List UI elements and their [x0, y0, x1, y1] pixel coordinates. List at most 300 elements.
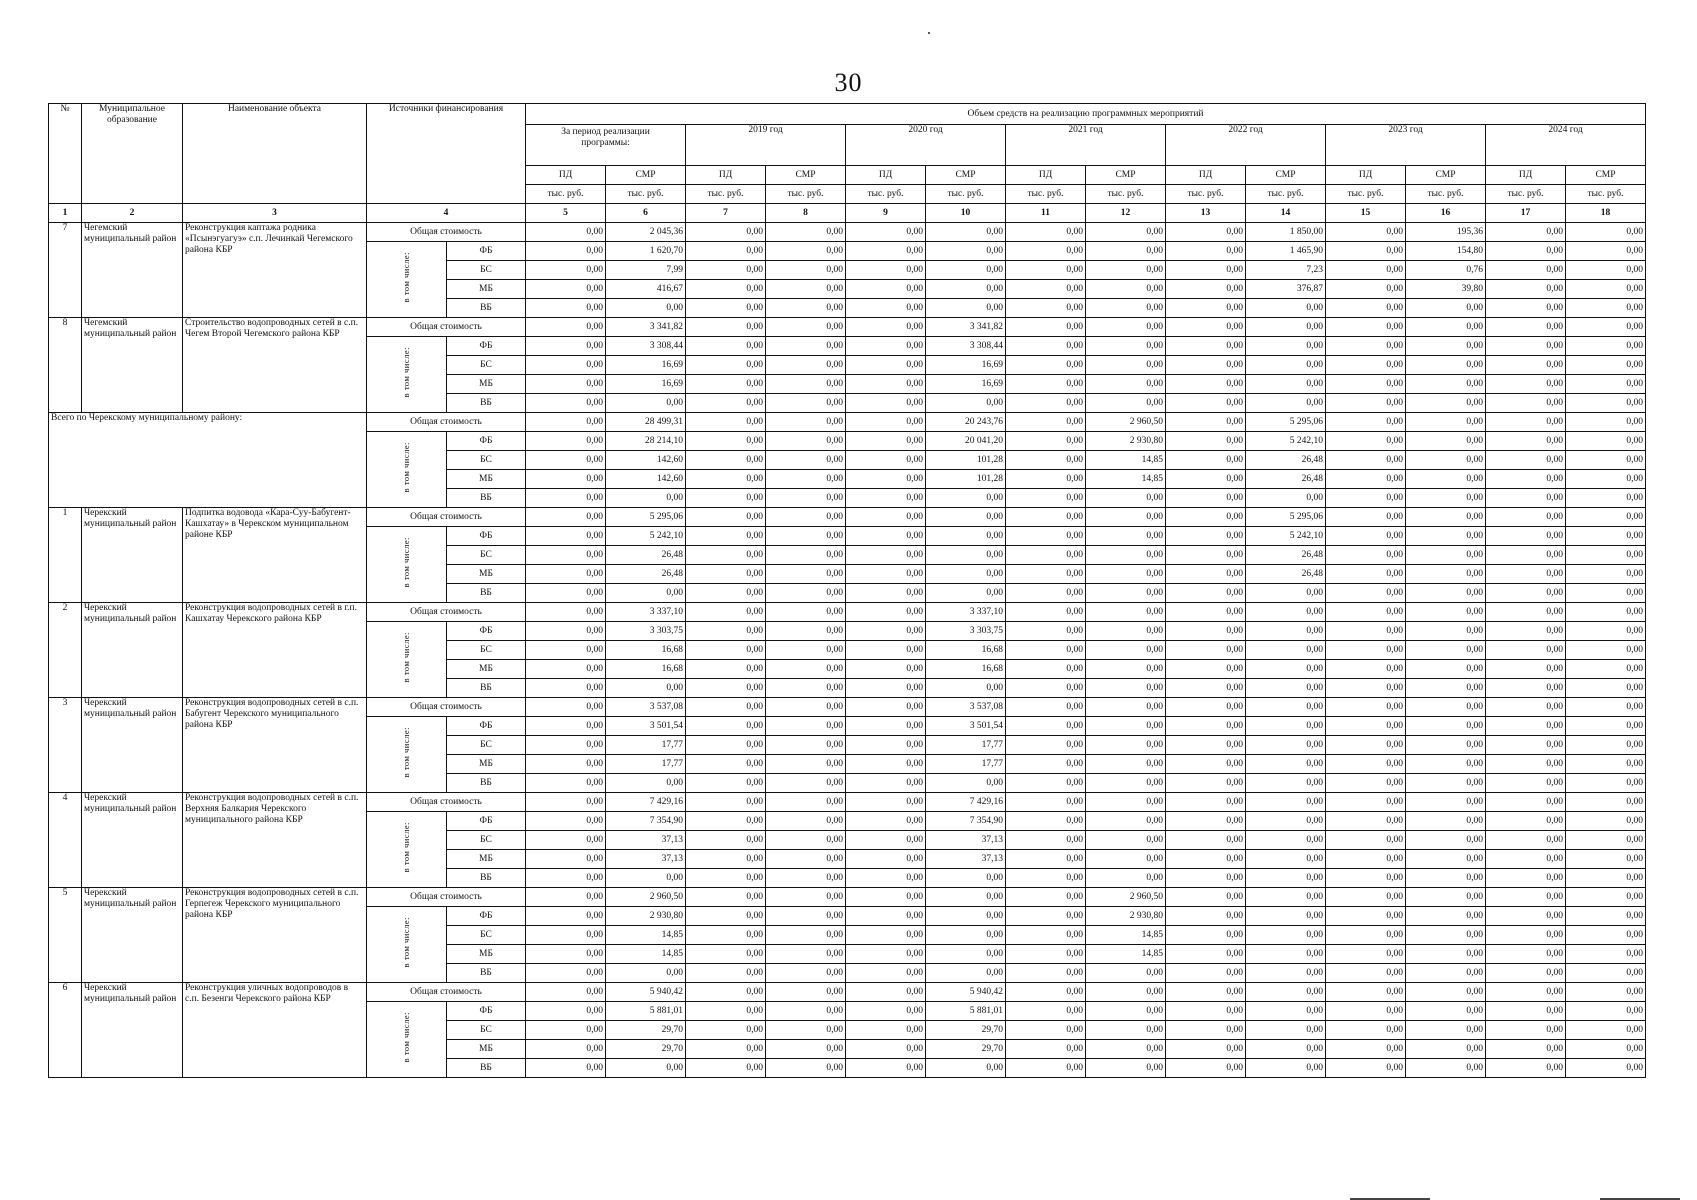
- value-cell: 0,00: [526, 1021, 606, 1040]
- value-cell: 0,00: [686, 223, 766, 242]
- project-object-name: Реконструкция водопроводных сетей в г.п. Кашхатау Черекского района КБР: [183, 603, 367, 698]
- value-cell: 0,00: [1326, 964, 1406, 983]
- value-cell: 0,00: [1006, 717, 1086, 736]
- column-number: 11: [1006, 204, 1086, 223]
- value-cell: 0,00: [846, 1040, 926, 1059]
- value-cell: 0,00: [1166, 1002, 1246, 1021]
- value-cell: 0,00: [766, 774, 846, 793]
- value-cell: 16,69: [926, 356, 1006, 375]
- value-cell: 0,00: [686, 1021, 766, 1040]
- value-cell: 0,00: [926, 888, 1006, 907]
- value-cell: 0,00: [1166, 375, 1246, 394]
- value-cell: 0,00: [1166, 318, 1246, 337]
- value-cell: 0,00: [1086, 1021, 1166, 1040]
- value-cell: 0,00: [1086, 717, 1166, 736]
- value-cell: 0,00: [846, 774, 926, 793]
- value-cell: 0,00: [1566, 546, 1646, 565]
- header-unit: тыс. руб.: [926, 185, 1006, 204]
- value-cell: 0,00: [846, 261, 926, 280]
- value-cell: 0,00: [1086, 603, 1166, 622]
- value-cell: 0,00: [1246, 717, 1326, 736]
- value-cell: 0,00: [1326, 1002, 1406, 1021]
- value-cell: 0,00: [686, 831, 766, 850]
- header-unit: тыс. руб.: [1246, 185, 1326, 204]
- source-label: БС: [447, 356, 526, 375]
- source-label: МБ: [447, 850, 526, 869]
- value-cell: 0,00: [926, 223, 1006, 242]
- value-cell: 0,00: [926, 869, 1006, 888]
- value-cell: 0,00: [606, 1059, 686, 1078]
- value-cell: 0,00: [686, 869, 766, 888]
- value-cell: 0,00: [1166, 736, 1246, 755]
- value-cell: 0,00: [1006, 470, 1086, 489]
- value-cell: 0,00: [766, 793, 846, 812]
- value-cell: 0,00: [1086, 793, 1166, 812]
- value-cell: 0,00: [766, 850, 846, 869]
- value-cell: 0,00: [1326, 584, 1406, 603]
- value-cell: 0,00: [1166, 1040, 1246, 1059]
- value-cell: 0,00: [1486, 527, 1566, 546]
- value-cell: 28 214,10: [606, 432, 686, 451]
- value-cell: 0,00: [1166, 983, 1246, 1002]
- value-cell: 0,00: [1006, 603, 1086, 622]
- value-cell: 0,00: [686, 318, 766, 337]
- value-cell: 0,00: [1006, 793, 1086, 812]
- value-cell: 0,00: [846, 508, 926, 527]
- value-cell: 0,00: [1566, 964, 1646, 983]
- value-cell: 0,00: [766, 394, 846, 413]
- value-cell: 0,00: [1006, 1021, 1086, 1040]
- value-cell: 0,00: [846, 337, 926, 356]
- value-cell: 0,00: [1326, 888, 1406, 907]
- value-cell: 0,00: [1566, 223, 1646, 242]
- value-cell: 0,00: [1166, 527, 1246, 546]
- value-cell: 0,00: [686, 717, 766, 736]
- value-cell: 0,00: [686, 546, 766, 565]
- value-cell: 0,00: [766, 565, 846, 584]
- value-cell: 0,00: [1406, 603, 1486, 622]
- value-cell: 0,00: [1406, 888, 1486, 907]
- value-cell: 0,00: [766, 869, 846, 888]
- value-cell: 0,00: [1406, 660, 1486, 679]
- value-cell: 0,00: [1166, 489, 1246, 508]
- total-cost-label: Общая стоимость: [367, 413, 526, 432]
- value-cell: 0,00: [1086, 1040, 1166, 1059]
- value-cell: 20 041,20: [926, 432, 1006, 451]
- value-cell: 0,00: [1166, 356, 1246, 375]
- column-number: 1: [49, 204, 82, 223]
- header-volume: Объем средств на реализацию программных мероприятий: [526, 104, 1646, 125]
- value-cell: 0,00: [1086, 223, 1166, 242]
- value-cell: 0,00: [1006, 831, 1086, 850]
- scan-speck: [928, 32, 930, 34]
- value-cell: 0,00: [766, 337, 846, 356]
- value-cell: 0,00: [766, 489, 846, 508]
- value-cell: 0,00: [926, 394, 1006, 413]
- value-cell: 0,00: [1406, 755, 1486, 774]
- source-label: БС: [447, 261, 526, 280]
- value-cell: 0,00: [686, 527, 766, 546]
- value-cell: 0,00: [686, 337, 766, 356]
- value-cell: 2 930,80: [1086, 432, 1166, 451]
- value-cell: 0,00: [1326, 261, 1406, 280]
- value-cell: 0,00: [1006, 679, 1086, 698]
- total-cost-label: Общая стоимость: [367, 983, 526, 1002]
- value-cell: 0,00: [1486, 432, 1566, 451]
- value-cell: 0,00: [1406, 622, 1486, 641]
- block-total-row: [49, 318, 1646, 337]
- value-cell: 0,00: [1486, 812, 1566, 831]
- source-label: ФБ: [447, 1002, 526, 1021]
- value-cell: 0,00: [1486, 869, 1566, 888]
- project-object-name: Реконструкция каптажа родника «Псынэгуагуэ» с.п. Лечинкай Чегемского района КБР: [183, 223, 367, 318]
- value-cell: 0,00: [1086, 812, 1166, 831]
- value-cell: 0,00: [766, 622, 846, 641]
- value-cell: 0,00: [1566, 565, 1646, 584]
- value-cell: 16,68: [926, 641, 1006, 660]
- value-cell: 0,00: [1006, 508, 1086, 527]
- block-total-row: [49, 983, 1646, 1002]
- value-cell: 0,00: [526, 888, 606, 907]
- source-label: ФБ: [447, 717, 526, 736]
- value-cell: 0,00: [1166, 565, 1246, 584]
- value-cell: 0,00: [1406, 679, 1486, 698]
- value-cell: 5 242,10: [1246, 432, 1326, 451]
- value-cell: 0,00: [1326, 907, 1406, 926]
- value-cell: 0,00: [686, 508, 766, 527]
- value-cell: 0,00: [1086, 489, 1166, 508]
- value-cell: 0,00: [926, 527, 1006, 546]
- value-cell: 0,00: [1406, 907, 1486, 926]
- source-label: ФБ: [447, 242, 526, 261]
- value-cell: 0,00: [686, 356, 766, 375]
- value-cell: 0,00: [846, 546, 926, 565]
- value-cell: 0,00: [1566, 926, 1646, 945]
- incl-label: [367, 432, 447, 508]
- value-cell: 0,00: [1166, 451, 1246, 470]
- value-cell: 0,00: [1406, 318, 1486, 337]
- value-cell: 0,00: [766, 584, 846, 603]
- source-label: ФБ: [447, 812, 526, 831]
- value-cell: 3 337,10: [606, 603, 686, 622]
- value-cell: 0,00: [1166, 812, 1246, 831]
- value-cell: 0,00: [1326, 869, 1406, 888]
- value-cell: 39,80: [1406, 280, 1486, 299]
- value-cell: 16,69: [606, 356, 686, 375]
- value-cell: 0,00: [1566, 869, 1646, 888]
- value-cell: 0,00: [1166, 432, 1246, 451]
- value-cell: 0,00: [1246, 964, 1326, 983]
- value-cell: 0,00: [1486, 717, 1566, 736]
- value-cell: 0,00: [1246, 337, 1326, 356]
- value-cell: 0,00: [926, 242, 1006, 261]
- value-cell: 0,00: [1246, 603, 1326, 622]
- value-cell: 0,00: [1006, 337, 1086, 356]
- value-cell: 0,00: [766, 717, 846, 736]
- value-cell: 0,00: [766, 1059, 846, 1078]
- value-cell: 0,00: [1006, 375, 1086, 394]
- source-label: МБ: [447, 1040, 526, 1059]
- header-year-2019: 2019 год: [686, 125, 846, 166]
- value-cell: 37,13: [926, 850, 1006, 869]
- value-cell: 5 881,01: [606, 1002, 686, 1021]
- value-cell: 0,00: [1006, 850, 1086, 869]
- value-cell: 0,00: [1246, 869, 1326, 888]
- value-cell: 0,00: [1006, 641, 1086, 660]
- column-number: 13: [1166, 204, 1246, 223]
- value-cell: 0,00: [766, 1021, 846, 1040]
- value-cell: 0,00: [1166, 793, 1246, 812]
- value-cell: 0,00: [526, 394, 606, 413]
- value-cell: 0,00: [1006, 299, 1086, 318]
- value-cell: 0,00: [1566, 603, 1646, 622]
- value-cell: 0,00: [926, 679, 1006, 698]
- value-cell: 0,00: [1086, 622, 1166, 641]
- value-cell: 0,00: [1326, 603, 1406, 622]
- value-cell: 0,00: [1406, 774, 1486, 793]
- header-unit: тыс. руб.: [1006, 185, 1086, 204]
- value-cell: 0,00: [526, 869, 606, 888]
- total-cost-label: Общая стоимость: [367, 318, 526, 337]
- value-cell: 0,00: [846, 660, 926, 679]
- value-cell: 0,00: [526, 1002, 606, 1021]
- header-unit: тыс. руб.: [686, 185, 766, 204]
- value-cell: 0,00: [1486, 926, 1566, 945]
- value-cell: 0,00: [1406, 432, 1486, 451]
- value-cell: 0,00: [846, 223, 926, 242]
- value-cell: 0,00: [1326, 945, 1406, 964]
- source-label: БС: [447, 546, 526, 565]
- value-cell: 0,00: [1166, 280, 1246, 299]
- value-cell: 0,00: [766, 812, 846, 831]
- value-cell: 0,00: [846, 850, 926, 869]
- value-cell: 0,00: [686, 964, 766, 983]
- value-cell: 0,00: [1406, 394, 1486, 413]
- value-cell: 0,00: [1166, 1021, 1246, 1040]
- value-cell: 0,00: [1326, 1040, 1406, 1059]
- value-cell: 0,00: [846, 926, 926, 945]
- project-municipality: Черекский муниципальный район: [82, 793, 183, 888]
- value-cell: 0,00: [1246, 641, 1326, 660]
- value-cell: 0,00: [766, 755, 846, 774]
- value-cell: 0,00: [1006, 394, 1086, 413]
- header-unit: тыс. руб.: [606, 185, 686, 204]
- value-cell: 17,77: [606, 736, 686, 755]
- value-cell: 14,85: [606, 926, 686, 945]
- value-cell: 0,00: [686, 565, 766, 584]
- source-label: ВБ: [447, 489, 526, 508]
- value-cell: 0,00: [686, 983, 766, 1002]
- column-number: 12: [1086, 204, 1166, 223]
- project-municipality: Черекский муниципальный район: [82, 603, 183, 698]
- source-label: БС: [447, 451, 526, 470]
- value-cell: 0,00: [1246, 812, 1326, 831]
- column-number: 8: [766, 204, 846, 223]
- value-cell: 0,00: [846, 945, 926, 964]
- value-cell: 3 341,82: [606, 318, 686, 337]
- value-cell: 195,36: [1406, 223, 1486, 242]
- value-cell: 0,00: [766, 679, 846, 698]
- value-cell: 0,00: [1486, 622, 1566, 641]
- block-total-row: [49, 888, 1646, 907]
- value-cell: 0,00: [1086, 508, 1166, 527]
- value-cell: 0,00: [1406, 736, 1486, 755]
- value-cell: 17,77: [606, 755, 686, 774]
- value-cell: 0,00: [1406, 812, 1486, 831]
- value-cell: 0,00: [526, 565, 606, 584]
- value-cell: 0,00: [766, 299, 846, 318]
- value-cell: 0,00: [1166, 394, 1246, 413]
- value-cell: 0,00: [1326, 831, 1406, 850]
- source-label: ВБ: [447, 964, 526, 983]
- value-cell: 0,00: [1246, 1002, 1326, 1021]
- value-cell: 0,00: [1326, 717, 1406, 736]
- value-cell: 0,00: [1326, 622, 1406, 641]
- value-cell: 0,00: [1006, 413, 1086, 432]
- project-municipality: Черекский муниципальный район: [82, 698, 183, 793]
- value-cell: 0,00: [1166, 603, 1246, 622]
- value-cell: 0,00: [1566, 679, 1646, 698]
- value-cell: 0,00: [1006, 907, 1086, 926]
- value-cell: 0,00: [1246, 318, 1326, 337]
- value-cell: 0,00: [526, 318, 606, 337]
- project-object-name: Реконструкция водопроводных сетей в с.п. Бабугент Черекского муниципального района КБР: [183, 698, 367, 793]
- value-cell: 0,00: [766, 831, 846, 850]
- value-cell: 416,67: [606, 280, 686, 299]
- value-cell: 0,00: [526, 622, 606, 641]
- value-cell: 37,13: [926, 831, 1006, 850]
- project-object-name: Реконструкция водопроводных сетей в с.п. Герпегеж Черекского муниципального района КБР: [183, 888, 367, 983]
- value-cell: 0,00: [926, 565, 1006, 584]
- value-cell: 0,00: [1086, 394, 1166, 413]
- value-cell: 0,00: [526, 1040, 606, 1059]
- value-cell: 0,00: [1566, 812, 1646, 831]
- header-row-column-numbers: [49, 204, 1646, 223]
- value-cell: 0,00: [1086, 299, 1166, 318]
- value-cell: 0,00: [766, 546, 846, 565]
- value-cell: 0,00: [1006, 774, 1086, 793]
- column-number: 3: [183, 204, 367, 223]
- value-cell: 0,00: [1166, 470, 1246, 489]
- value-cell: 0,00: [1006, 527, 1086, 546]
- project-object-name: Подпитка водовода «Кара-Суу-Бабугент-Кашхатау» в Черекском муниципальном районе КБР: [183, 508, 367, 603]
- header-unit: тыс. руб.: [1486, 185, 1566, 204]
- value-cell: 0,00: [686, 698, 766, 717]
- value-cell: 0,00: [1486, 546, 1566, 565]
- value-cell: 7 354,90: [926, 812, 1006, 831]
- value-cell: 0,00: [1486, 565, 1566, 584]
- value-cell: 142,60: [606, 451, 686, 470]
- value-cell: 0,00: [1566, 755, 1646, 774]
- header-num: №: [49, 104, 82, 204]
- value-cell: 0,00: [1006, 451, 1086, 470]
- value-cell: 0,00: [526, 983, 606, 1002]
- value-cell: 0,00: [1006, 926, 1086, 945]
- column-number: 16: [1406, 204, 1486, 223]
- value-cell: 0,00: [766, 907, 846, 926]
- value-cell: 0,00: [526, 470, 606, 489]
- value-cell: 7 429,16: [606, 793, 686, 812]
- value-cell: 0,00: [526, 964, 606, 983]
- value-cell: 0,00: [1566, 451, 1646, 470]
- source-label: ФБ: [447, 622, 526, 641]
- value-cell: 0,00: [1326, 299, 1406, 318]
- value-cell: 0,00: [846, 888, 926, 907]
- value-cell: 0,00: [846, 622, 926, 641]
- value-cell: 29,70: [926, 1040, 1006, 1059]
- value-cell: 0,00: [1486, 261, 1566, 280]
- value-cell: 0,00: [1486, 907, 1566, 926]
- value-cell: 0,00: [686, 679, 766, 698]
- project-object-name: Реконструкция уличных водопроводов в с.п. Безенги Черекского района КБР: [183, 983, 367, 1078]
- value-cell: 101,28: [926, 451, 1006, 470]
- value-cell: 7,99: [606, 261, 686, 280]
- header-pd: ПД: [1486, 166, 1566, 185]
- value-cell: 0,00: [846, 489, 926, 508]
- value-cell: 0,00: [686, 736, 766, 755]
- value-cell: 0,00: [686, 489, 766, 508]
- project-number: 1: [49, 508, 82, 603]
- value-cell: 0,00: [1006, 869, 1086, 888]
- source-label: ФБ: [447, 527, 526, 546]
- value-cell: 0,00: [766, 926, 846, 945]
- value-cell: 0,00: [766, 964, 846, 983]
- value-cell: 0,00: [1246, 660, 1326, 679]
- total-cost-label: Общая стоимость: [367, 603, 526, 622]
- value-cell: 1 850,00: [1246, 223, 1326, 242]
- value-cell: 0,00: [1486, 736, 1566, 755]
- value-cell: 0,00: [606, 489, 686, 508]
- value-cell: 0,00: [1246, 375, 1326, 394]
- value-cell: 0,00: [1486, 318, 1566, 337]
- value-cell: 0,00: [846, 356, 926, 375]
- value-cell: 0,00: [686, 850, 766, 869]
- value-cell: 101,28: [926, 470, 1006, 489]
- value-cell: 0,00: [686, 793, 766, 812]
- value-cell: 0,00: [1566, 907, 1646, 926]
- value-cell: 0,00: [686, 470, 766, 489]
- value-cell: 7 429,16: [926, 793, 1006, 812]
- header-period: За период реализации программы:: [526, 125, 686, 166]
- value-cell: 0,00: [686, 774, 766, 793]
- value-cell: 3 537,08: [926, 698, 1006, 717]
- value-cell: 3 537,08: [606, 698, 686, 717]
- total-cost-label: Общая стоимость: [367, 223, 526, 242]
- value-cell: 0,00: [686, 888, 766, 907]
- project-municipality: Чегемский муниципальный район: [82, 223, 183, 318]
- value-cell: 0,00: [1246, 755, 1326, 774]
- value-cell: 0,00: [1406, 546, 1486, 565]
- value-cell: 0,00: [1166, 1059, 1246, 1078]
- value-cell: 0,00: [766, 318, 846, 337]
- value-cell: 0,00: [1326, 337, 1406, 356]
- value-cell: 0,00: [846, 375, 926, 394]
- project-number: 8: [49, 318, 82, 413]
- value-cell: 0,00: [926, 489, 1006, 508]
- value-cell: 0,00: [1166, 964, 1246, 983]
- value-cell: 0,00: [1566, 831, 1646, 850]
- value-cell: 0,00: [526, 527, 606, 546]
- value-cell: 0,00: [1166, 926, 1246, 945]
- value-cell: 0,00: [846, 565, 926, 584]
- value-cell: 0,00: [1486, 1059, 1566, 1078]
- value-cell: 0,00: [1566, 1002, 1646, 1021]
- header-unit: тыс. руб.: [766, 185, 846, 204]
- value-cell: 0,00: [526, 660, 606, 679]
- value-cell: 0,00: [606, 584, 686, 603]
- header-pd: ПД: [686, 166, 766, 185]
- value-cell: 0,00: [1406, 375, 1486, 394]
